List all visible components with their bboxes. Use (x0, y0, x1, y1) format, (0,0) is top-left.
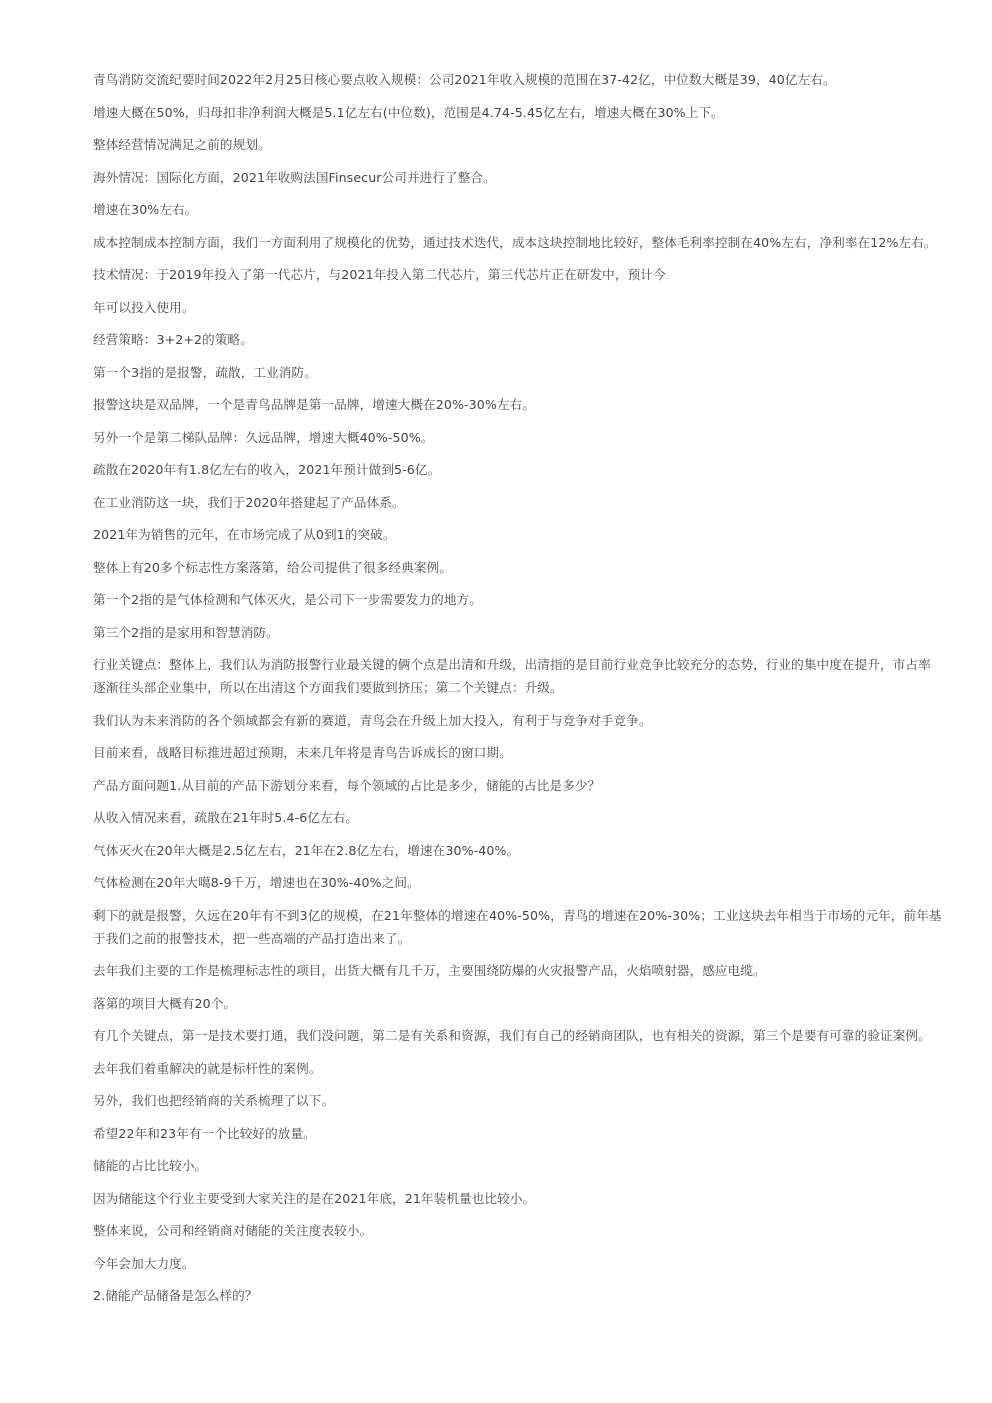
paragraph: 落第的项目大概有20个。 (93, 995, 237, 1011)
paragraph: 在工业消防这一块，我们于2020年搭建起了产品体系。 (93, 494, 405, 510)
document-body (93, 68, 943, 1317)
paragraph: 整体经营情况满足之前的规划。 (93, 137, 271, 152)
paragraph: 疏散在2020年有1.8亿左右的收入，2021年预计做到5-6亿。 (93, 462, 441, 477)
paragraph: 去年我们主要的工作是梳理标志性的项目，出货大概有几千万，主要围绕防爆的火灾报警产品，火焰喷射器，感应电缆。 (93, 963, 766, 978)
paragraph: 气体检测在20年大噶8-9千万，增速也在30%-40%之间。 (93, 875, 420, 890)
paragraph: 另外一个是第二梯队品牌：久远品牌，增速大概40%-50%。 (93, 429, 434, 445)
paragraph: 目前来看，战略目标推进超过预期，未来几年将是青鸟告诉成长的窗口期。 (93, 745, 512, 760)
paragraph: 因为储能这个行业主要受到大家关注的是在2021年底，21年装机量也比较小。 (93, 1190, 536, 1206)
paragraph: 技术情况：于2019年投入了第一代芯片，与2021年投入第二代芯片，第三代芯片正在研发中，预计今 (93, 267, 666, 282)
paragraph: 报警这块是双品牌，一个是青鸟品牌是第一品牌，增速大概在20%-30%左右。 (93, 397, 536, 412)
paragraph: 第一个3指的是报警，疏散，工业消防。 (93, 364, 317, 380)
paragraph: 成本控制成本控制方面，我们一方面利用了规模化的优势，通过技术迭代，成本这块控制地比较好，整体毛利率控制在40%左右，净利率在12%左右。 (93, 234, 937, 250)
paragraph: 经营策略：3+2+2的策略。 (93, 332, 253, 347)
paragraph: 产品方面问题1.从目前的产品下游划分来看，每个领域的占比是多少，储能的占比是多少？ (93, 777, 601, 793)
paragraph: 行业关键点：整体上，我们认为消防报警行业最关键的俩个点是出清和升级，出清指的是目前行业竞争比较充分的态势，行业的集中度在提升，市占率逐渐往头部企业集中，所以在出清这个方面我们要做到挤压；第二个关键点：升级。 (93, 657, 931, 695)
paragraph: 从收入情况来看，疏散在21年时5.4-6亿左右。 (93, 810, 359, 825)
paragraph: 海外情况：国际化方面，2021年收购法国Finsecur公司并进行了整合。 (93, 169, 496, 185)
paragraph: 2021年为销售的元年，在市场完成了从0到1的突破。 (93, 527, 396, 542)
paragraph: 整体来说，公司和经销商对储能的关注度表较小。 (93, 1223, 373, 1238)
paragraph: 去年我们着重解决的就是标杆性的案例。 (93, 1060, 322, 1076)
paragraph: 希望22年和23年有一个比较好的放量。 (93, 1125, 316, 1141)
paragraph: 储能的占比比较小。 (93, 1158, 208, 1173)
paragraph: 气体灭火在20年大概是2.5亿左右，21年在2.8亿左右，增速在30%-40%。 (93, 842, 520, 858)
paragraph: 青鸟消防交流纪要时间2022年2月25日核心要点收入规模：公司2021年收入规模的范围在37-42亿，中位数大概是39，40亿左右。 (93, 72, 836, 87)
paragraph: 整体上有20多个标志性方案落第，给公司提供了很多经典案例。 (93, 559, 452, 575)
paragraph: 增速大概在50%，归母扣非净利润大概是5.1亿左右(中位数)，范围是4.74-5.45亿左右，增速大概在30%上下。 (93, 104, 724, 120)
paragraph: 有几个关键点，第一是技术要打通，我们没问题，第二是有关系和资源，我们有自己的经销商团队，也有相关的资源，第三个是要有可靠的验证案例。 (93, 1028, 931, 1043)
paragraph: 增速在30%左右。 (93, 202, 198, 217)
paragraph: 第一个2指的是气体检测和气体灭火，是公司下一步需要发力的地方。 (93, 592, 482, 607)
paragraph: 今年会加大力度。 (93, 1255, 195, 1271)
paragraph: 我们认为未来消防的各个领域都会有新的赛道，青鸟会在升级上加大投入，有利于与竞争对手竞争。 (93, 712, 652, 728)
paragraph: 第三个2指的是家用和智慧消防。 (93, 624, 279, 640)
paragraph: 2.储能产品储备是怎么样的？ (93, 1288, 258, 1303)
paragraph: 年可以投入使用。 (93, 299, 195, 315)
paragraph: 剩下的就是报警，久远在20年有不到3亿的规模，在21年整体的增速在40%-50%，青鸟的增速在20%-30%；工业这块去年相当于市场的元年，前年基于我们之前的报警技术，把一些高端的产品打造出来了。 (93, 907, 942, 946)
paragraph: 另外，我们也把经销商的关系梳理了以下。 (93, 1093, 335, 1108)
